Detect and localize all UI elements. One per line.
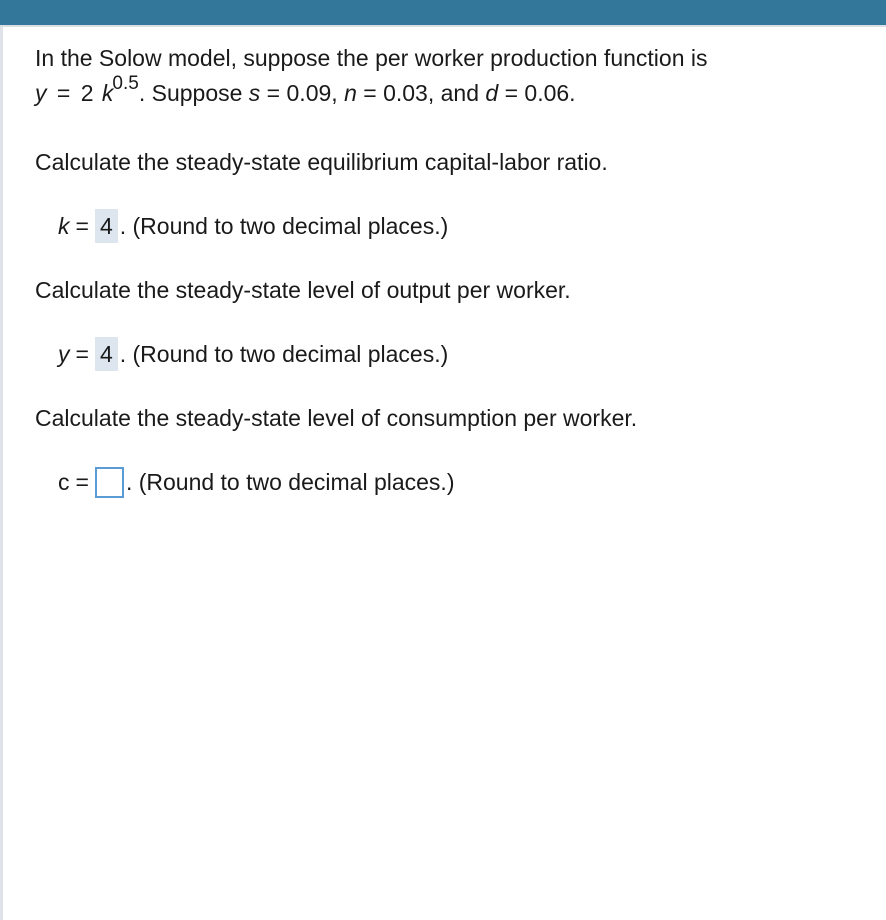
answer-3-var: c	[58, 468, 70, 495]
answer-2-var: y	[58, 340, 70, 367]
answer-3-hint	[126, 468, 455, 497]
question-2-prompt: Calculate the steady-state level of output per worker.	[35, 277, 571, 303]
answer-1-hint	[120, 212, 449, 241]
answer-3-equals: =	[75, 468, 89, 495]
answer-1-equals: =	[75, 212, 89, 239]
eq-equals: =	[56, 80, 71, 106]
question-3-answer-row	[58, 464, 454, 500]
suppose-text: . Suppose	[138, 80, 249, 106]
n-var: n	[344, 80, 357, 106]
answer-1-hint-text: . (Round to two decimal places.)	[119, 212, 449, 239]
header-divider	[0, 25, 886, 27]
eq-y: y	[35, 80, 47, 106]
d-var: d	[485, 80, 499, 106]
s-var: s	[248, 80, 261, 106]
eq-k: k	[101, 80, 114, 106]
left-border	[0, 27, 3, 920]
question-3-prompt: Calculate the steady-state level of consumption per worker.	[35, 405, 638, 431]
answer-2-hint	[120, 340, 449, 369]
n-value: = 0.03, and	[356, 80, 486, 106]
answer-1-var: k	[58, 212, 70, 239]
d-value: = 0.06.	[498, 80, 576, 106]
eq-coef: 2	[80, 80, 94, 106]
problem-statement	[35, 44, 865, 115]
answer-3-input[interactable]	[95, 467, 124, 498]
question-2-answer-row	[58, 336, 448, 372]
answer-2-equals: =	[75, 340, 89, 367]
answer-1-input[interactable]: 4	[95, 209, 118, 243]
question-1-answer-row	[58, 208, 448, 244]
answer-2-hint-text: . (Round to two decimal places.)	[119, 340, 449, 367]
header-bar	[0, 0, 886, 25]
s-value: = 0.09,	[260, 80, 345, 106]
question-content	[35, 44, 865, 495]
question-1-prompt: Calculate the steady-state equilibrium capital-labor ratio.	[35, 149, 608, 175]
answer-3-hint-text: . (Round to two decimal places.)	[125, 468, 455, 495]
eq-exponent: 0.5	[112, 73, 139, 94]
answer-2-input[interactable]: 4	[95, 337, 118, 371]
production-function-line	[35, 73, 865, 115]
problem-intro: In the Solow model, suppose the per worker production function is	[35, 45, 708, 71]
